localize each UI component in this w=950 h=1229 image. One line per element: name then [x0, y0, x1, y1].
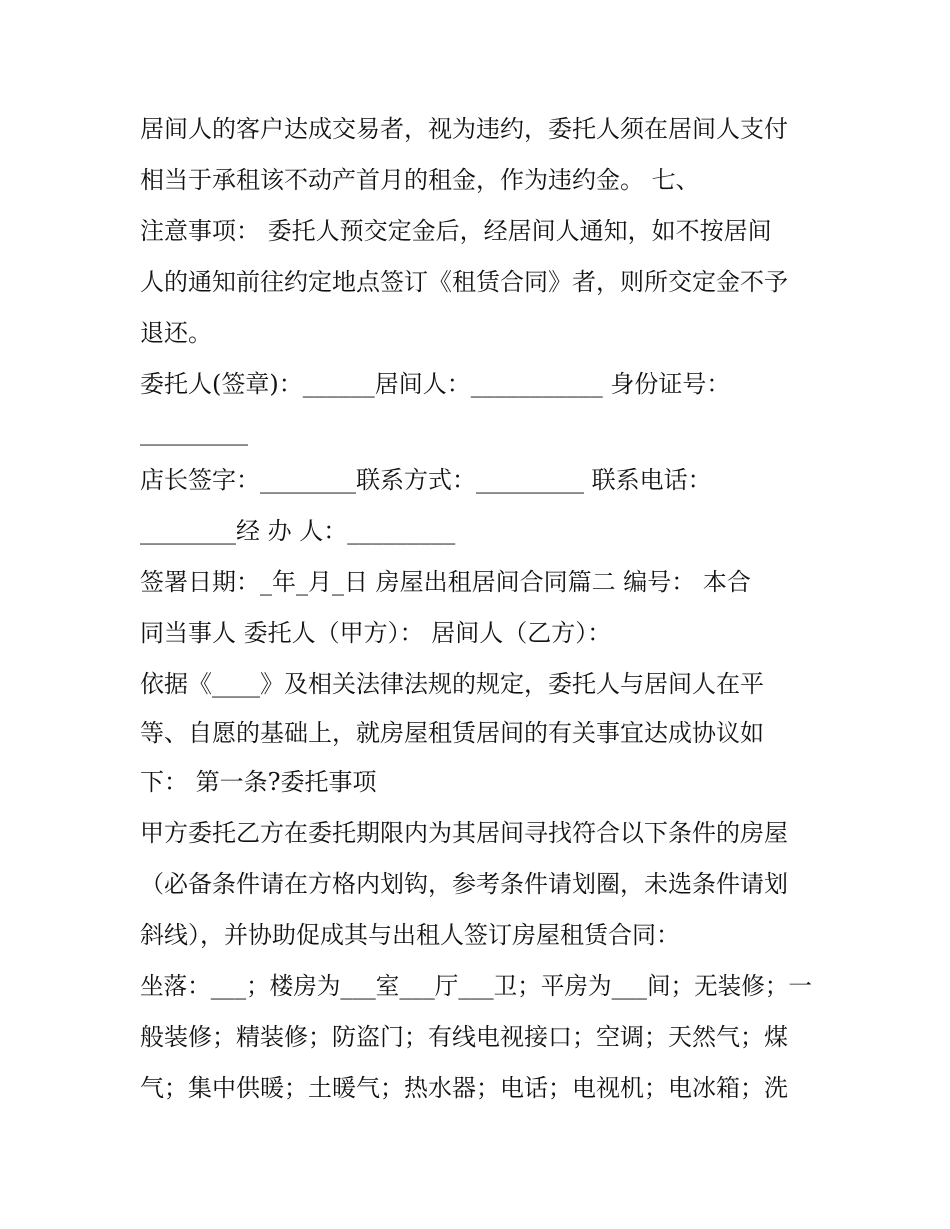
text-line-19: 般装修；精装修；防盗门；有线电视接口；空调；天然气；煤	[140, 1023, 788, 1051]
text-line-5: 退还。	[140, 319, 212, 347]
text-line-parties: 同当事人 委托人（甲方）： 居间人（乙方）：	[140, 619, 612, 647]
text-line-18: 坐落：___；楼房为___室___厅___卫；平房为___间；无装修；一	[140, 972, 812, 1000]
signature-line-handler: ________经 办 人：_________	[140, 517, 456, 545]
text-line-date: 签署日期：_年_月_日 房屋出租居间合同篇二 编号： 本合	[140, 568, 751, 596]
text-line-2: 相当于承租该不动产首月的租金，作为违约金。 七、	[140, 166, 700, 194]
signature-line-client: 委托人(签章)：______居间人：___________ 身份证号：	[140, 370, 731, 398]
text-line-17: 斜线），并协助促成其与出租人签订房屋租赁合同：	[140, 921, 680, 949]
text-line-20: 气；集中供暖；土暖气；热水器；电话；电视机；电冰箱；洗	[140, 1074, 788, 1102]
text-line-13: 等、自愿的基础上，就房屋租赁居间的有关事宜达成协议如	[140, 719, 764, 747]
text-line-16: （必备条件请在方格内划钩，参考条件请划圈，未选条件请划	[140, 870, 788, 898]
text-line-4: 人的通知前往约定地点签订《租赁合同》者，则所交定金不予	[140, 268, 788, 296]
signature-line-id-blank: _________	[140, 418, 248, 446]
text-line-1: 居间人的客户达成交易者，视为违约，委托人须在居间人支付	[140, 115, 788, 143]
signature-line-manager: 店长签字：________联系方式：_________ 联系电话：	[140, 466, 712, 494]
text-line-12: 依据《____》及相关法律法规的规定，委托人与居间人在平	[140, 670, 764, 698]
text-line-15: 甲方委托乙方在委托期限内为其居间寻找符合以下条件的房屋	[140, 819, 788, 847]
text-line-article-1: 下： 第一条?委托事项	[140, 768, 377, 796]
text-line-3: 注意事项： 委托人预交定金后，经居间人通知，如不按居间	[140, 217, 772, 245]
